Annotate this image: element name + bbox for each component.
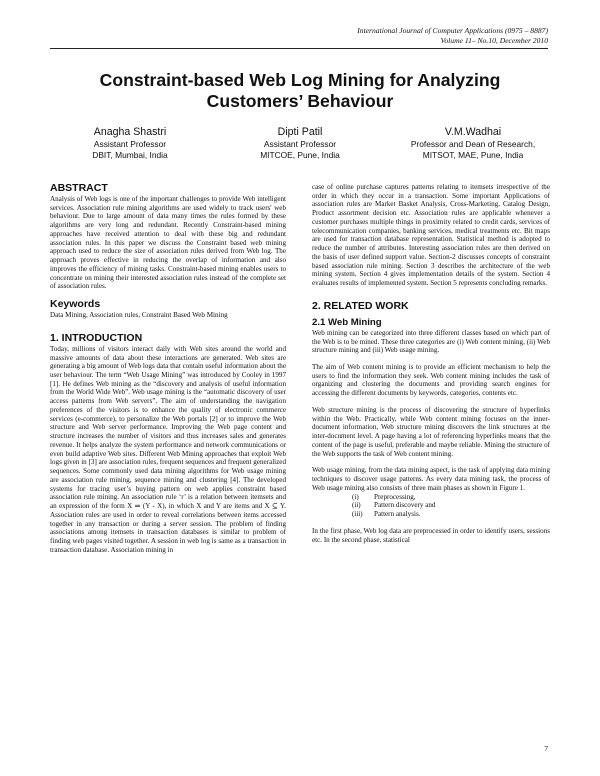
web-mining-para-1: Web mining can be categorized into three different classes based on which part of the Web is to be mined. These three categories are (i) Web content mining, (ii) Web structure mining and (iii) Web usage mining. — [312, 328, 550, 355]
author-name: V.M.Wadhai — [444, 126, 502, 138]
web-mining-para-3: Web structure mining is the process of discovering the structure of hyperlinks within the Web. Practically, while Web content mining focuses on the inner-document information, Web structure mining discovers the link structures at the inter-document level. A page having a lot of referencing hyperlinks means that the content of the page is useful, preferable and maybe reliable. Mining the structure of the Web supports the task of Web content mining. — [312, 405, 550, 458]
page-number: 7 — [544, 744, 548, 753]
web-mining-para-4: Web usage mining, from the data mining aspect, is the task of applying data mining techniques to discover usage patterns. As every data mining task, the process of Web usage mining also consists of three main phases as shown in Figure 1. — [312, 466, 550, 492]
author-title: Professor and Dean of Research, — [410, 139, 536, 149]
phases-list — [312, 493, 550, 519]
list-item: (i) Preprocessing, — [352, 492, 416, 501]
author-2 — [225, 125, 375, 160]
author-1 — [55, 125, 205, 160]
journal-volume: Volume 11– No.10, December 2010 — [440, 35, 548, 45]
abstract-text: Analysis of Web logs is one of the important challenges to provide Web intelligent services. Association rule mining algorithms are used widely to track users' web behaviour. Due to large amount of data many times the rules formed by these algorithms are very long and redundant. Recently Constraint-based mining approaches have received attention to deal with these big and redundant association rules. In this paper we discuss the Constraint based web mining approach used to reduce the size of association rules derived from Web log. The approach proves effective in reducing the overlap of information and also improves the efficiency of mining tasks. Constraint-based mining enables users to concentrate on mining their interested association rules instead of the complete set of association rules. — [50, 195, 286, 291]
author-affiliation: MITSOT, MAE, Pune, India — [422, 149, 524, 160]
author-title: Assistant Professor — [93, 139, 167, 149]
journal-header — [357, 26, 548, 45]
title-line-2: Customers’ Behaviour — [206, 91, 394, 111]
introduction-text: Today, millions of visitors interact daily with Web sites around the world and massive amounts of data about these interactions are generated. Web sites are generating a big amount of Web logs data that contain useful information about the user behaviour. The term “Web Usage Mining” was introduced by Cooley in 1997 [1]. He defines Web mining as the “discovery and analysis of useful information from the World Wide Web”. Web usage mining is the “automatic discovery of user access patterns from Web servers”. The aim of understanding the navigation preferences of the visitors is to enhance the quality of electronic commerce services (e-commerce), to personalize the Web portals [2] or to improve the Web structure and Web server performance. Improving the Web page content and structure increases the number of visitors and thus increases sales and generates revenue. It helps analyze the system performance and network communications or even build adaptive Web sites. Different Web Mining approaches that exploit Web logs given in [3] are association rules, frequent sequences and frequent generalized sequences. Some commonly used data mining algorithms for Web usage mining are association rule mining, sequence mining and clustering [4]. The developed systems for tracing user’s buying pattern on web applies constraint based association rule mining. An association rule ‘r’ is a relation between itemsets and an expression of the form X ⇒ (Y - X), in which X and Y are items and X ⊆ Y. Association rules are used in order to reveal correlations between items accessed together in any transaction or during a server session. The problem of finding associations among itemsets in transaction databases is similar to problem of finding web pages visited together. A session in web log is same as a transaction in transaction database. Association mining in — [50, 344, 286, 554]
author-title: Assistant Professor — [263, 139, 337, 149]
author-affiliation: MITCOE, Pune, India — [260, 149, 340, 160]
introduction-heading: 1. INTRODUCTION — [50, 331, 143, 344]
paper-title — [60, 70, 540, 112]
web-mining-para-5: In the first phase, Web log data are preprocessed in order to identify users, sessions etc. In the second phase, statistical — [312, 526, 550, 544]
title-line-1: Constraint-based Web Log Mining for Analyzing — [99, 70, 501, 90]
author-affiliation: DBIT, Mumbai, India — [92, 149, 168, 160]
keywords-heading: Keywords — [50, 298, 101, 311]
author-name: Anagha Shastri — [93, 126, 167, 138]
web-mining-heading: 2.1 Web Mining — [312, 316, 382, 328]
author-name: Dipti Patil — [277, 126, 323, 138]
introduction-continued: case of online purchase captures patterns relating to itemsets irrespective of the order in which they occur in a transaction. Some important Applications of association rules are Market Basket Analysis, Cross-Marketing, Catalog Design, Product assortment decision etc. Association rules are applicable whenever a customer purchases multiple things in proximity related to credit cards, services of telecommunication companies, banking services, medical treatments etc. Bit maps are used for transaction database representation. Statistical method is adopted to reduce the number of attributes. Interesting association rules are then derived on the basis of user defined support value. Section-2 discusses concepts of constraint based association rule mining. Section 3 describes the architecture of the web mining system. Section 4 gives implementation details of the system. Section 4 evaluates results of implemented system. Section 5 represents concluding remarks. — [312, 183, 550, 288]
journal-name: International Journal of Computer Applications (0975 – 8887) — [357, 26, 548, 35]
abstract-heading: ABSTRACT — [50, 182, 108, 194]
web-mining-para-2: The aim of Web content mining is to provide an efficient mechanism to help the users to find the information they seek. Web content mining includes the task of organizing and clustering the documents and providing search engines for accessing the different documents by keywords, categories, contents etc. — [312, 363, 550, 398]
right-column — [312, 183, 550, 544]
keywords-text: Data Mining, Association rules, Constraint Based Web Mining — [50, 311, 228, 320]
header-rule — [50, 48, 548, 49]
related-work-heading: 2. RELATED WORK — [312, 299, 409, 312]
list-item: (ii) Pattern discovery and — [352, 501, 436, 510]
left-column — [50, 182, 286, 554]
list-item: (iii) Pattern analysis. — [352, 510, 421, 519]
author-3 — [388, 125, 558, 160]
